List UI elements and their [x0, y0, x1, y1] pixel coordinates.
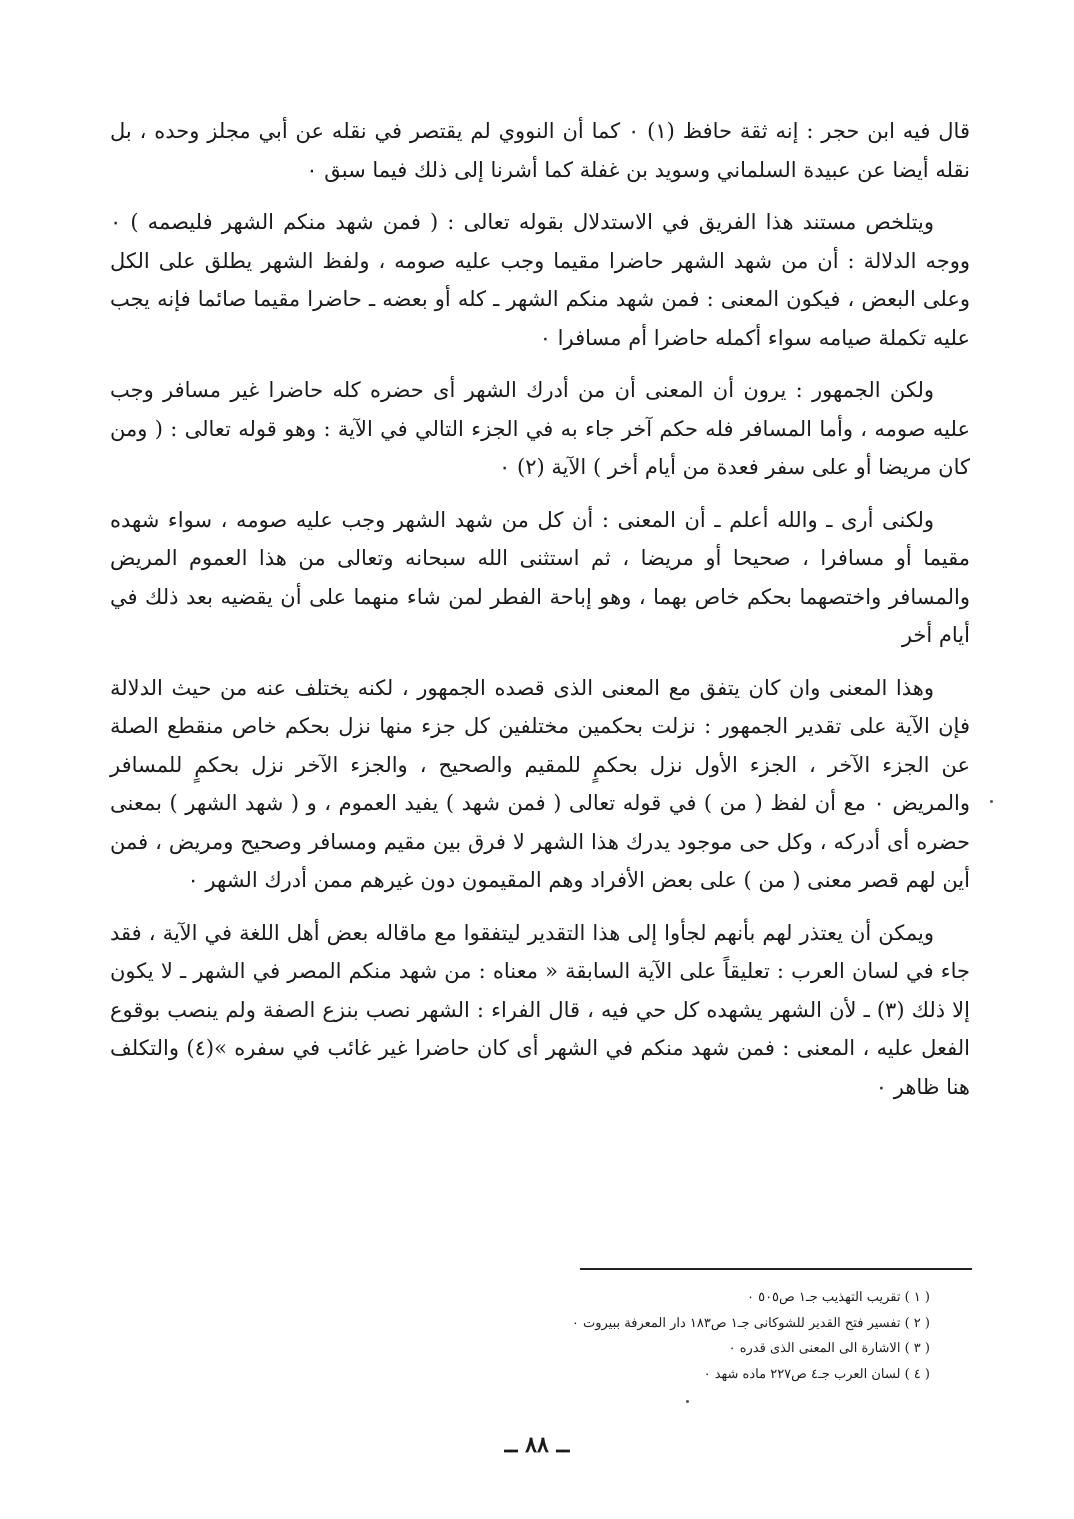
scan-speck	[686, 1400, 689, 1403]
page-number: ــ ٨٨ ــ	[504, 1432, 570, 1458]
paragraph: ولكن الجمهور : يرون أن المعنى أن من أدرك الشهر أى حضره كله حاضرا غير مسافر وجب عليه صومه ، وأما المسافر فله حكم آخر جاء به في الجزء التالي في الآية : وهو قوله تعالى : ( ومن كان مريضا أو على سفر فعدة من أيام أخر ) الآية (٢) ٠	[110, 378, 970, 479]
paragraph: ولكنى أرى ـ والله أعلم ـ أن المعنى : أن كل من شهد الشهر وجب عليه صومه ، سواء شهده مقيما أو مسافرا ، صحيحا أو مريضا ، ثم استثنى الله سبحانه وتعالى من هذا العموم المريض والمسافر واختصهما بحكم خاص بهما ، وهو إباحة الفطر لمن شاء منهما على أن يقضيه بعد ذلك في أيام أخر	[110, 507, 970, 647]
paragraph: ويتلخص مستند هذا الفريق في الاستدلال بقوله تعالى : ( فمن شهد منكم الشهر فليصمه ) ٠ ووجه الدلالة : أن من شهد الشهر حاضرا مقيما وجب عليه صومه ، ولفظ الشهر يطلق على الكل وعلى البعض ، فيكون المعنى : فمن شهد منكم الشهر ـ كله أو بعضه ـ حاضرا مقيما صائما فإنه يجب عليه تكملة صيامه سواء أكمله حاضرا أم مسافرا ٠	[110, 210, 970, 350]
footnote-divider	[580, 1268, 972, 1270]
footnote-item: ( ٣ ) الاشارة الى المعنى الذى قدره ٠	[728, 1341, 930, 1356]
scan-speck	[990, 800, 993, 803]
footnote-item: ( ٢ ) تفسير فتح القدير للشوكانى جـ١ ص١٨٣ دار المعرفة ببيروت ٠	[571, 1315, 930, 1331]
footnote-item: ( ٤ ) لسان العرب جـ٤ ص٢٢٧ ماده شهد ٠	[703, 1366, 930, 1382]
paragraph: ويمكن أن يعتذر لهم بأنهم لجأوا إلى هذا التقدير ليتفقوا مع ماقاله بعض أهل اللغة في الآية ، فقد جاء في لسان العرب : تعليقاً على الآية السابقة « معناه : من شهد منكم المصر في الشهر ـ لا يكون إلا ذلك (٣) ـ لأن الشهر يشهده كل حي فيه ، قال الفراء : الشهر نصب بنزع الصفة ولم ينصب بوقوع الفعل عليه ، المعنى : فمن شهد منكم في الشهر أى كان حاضرا غير غائب في سفره »(٤) والتكلف هنا ظاهر ٠	[110, 920, 970, 1099]
footnote-item: ( ١ ) تقريب التهذيب جـ١ ص٥٠٥ ٠	[746, 1290, 930, 1305]
footnotes	[420, 1285, 930, 1387]
body-text	[110, 112, 970, 1120]
paragraph: قال فيه ابن حجر : إنه ثقة حافظ (١) ٠ كما أن النووي لم يقتصر في نقله عن أبي مجلز وحده ، بل نقله أيضا عن عبيدة السلماني وسويد بن غفلة كما أشرنا إلى ذلك فيما سبق ٠	[110, 119, 970, 182]
paragraph: وهذا المعنى وان كان يتفق مع المعنى الذى قصده الجمهور ، لكنه يختلف عنه من حيث الدلالة فإن الآية على تقدير الجمهور : نزلت بحكمين مختلفين كل جزء منها نزل بحكم خاص منقطع الصلة عن الجزء الآخر ، الجزء الأول نزل بحكمٍ للمقيم والصحيح ، والجزء الآخر نزل بحكمٍ للمسافر والمريض ٠ مع أن لفظ ( من ) في قوله تعالى ( فمن شهد ) يفيد العموم ، و ( شهد الشهر ) بمعنى حضره أى أدركه ، وكل حى موجود يدرك هذا الشهر لا فرق بين مقيم ومسافر وصحيح ومريض ، فمن أين لهم قصر معنى ( من ) على بعض الأفراد وهم المقيمون دون غيرهم ممن أدرك الشهر ٠	[110, 675, 970, 892]
